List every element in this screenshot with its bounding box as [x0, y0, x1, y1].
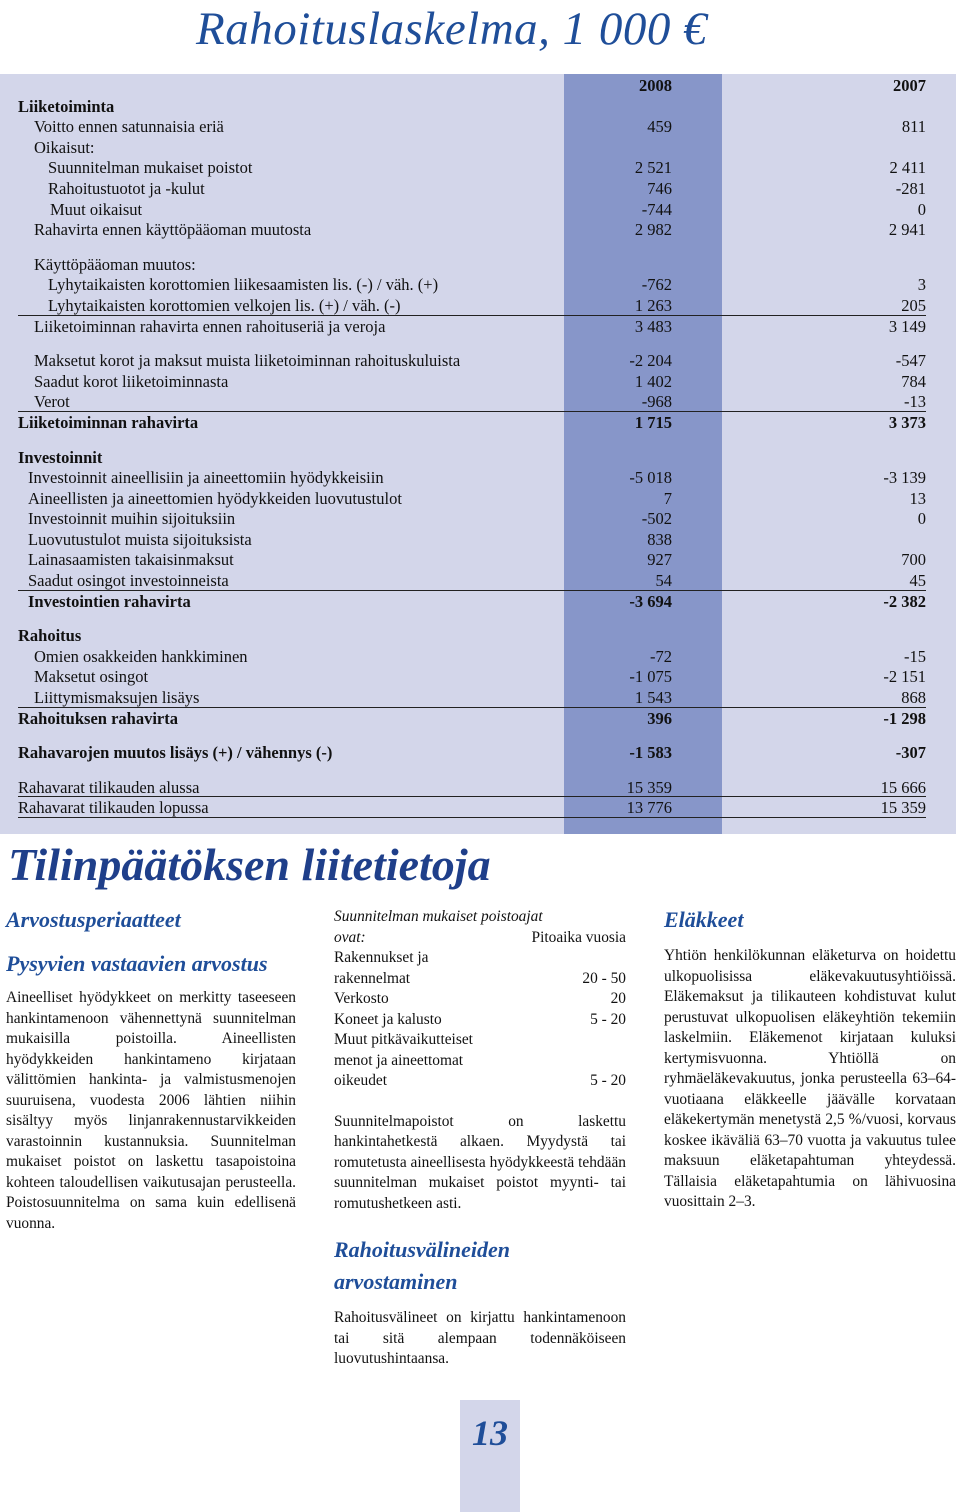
row-label: Rahoituksen rahavirta: [18, 708, 178, 728]
row-label: Investoinnit muihin sijoituksiin: [28, 509, 236, 529]
row-label: Rahavarat tilikauden lopussa: [18, 798, 209, 818]
value-2008: 54: [655, 571, 672, 591]
row-label: Rahoitustuotot ja -kulut: [48, 178, 205, 198]
value-2007: -281: [895, 178, 926, 198]
value-2007: 15 359: [880, 798, 926, 818]
table-row: [0, 667, 956, 688]
value-2008: -1 075: [629, 667, 672, 687]
value-2008: -5 018: [629, 468, 672, 488]
heading-elakkeet: Eläkkeet: [664, 907, 744, 932]
row-label: Saadut korot liiketoiminnasta: [34, 371, 229, 391]
value-2007: 784: [901, 371, 926, 391]
depreciation-item: [334, 969, 626, 990]
value-2008: -744: [641, 199, 672, 219]
row-label: Liiketoiminnan rahavirta: [18, 412, 199, 432]
row-label: Investoinnit: [18, 447, 103, 467]
table-row: [0, 138, 956, 159]
table-row: [0, 647, 956, 668]
depreciation-item: [334, 1051, 626, 1072]
table-row: [0, 509, 956, 530]
page-title: Rahoituslaskelma, 1 000 €: [196, 3, 708, 55]
table-row: [0, 709, 956, 730]
value-2008: 1 715: [634, 412, 672, 432]
row-label: Lyhytaikaisten korottomien liikesaamisten lis. (-) / väh. (+): [48, 275, 439, 295]
value-2008: 7: [663, 488, 672, 508]
table-row: [0, 550, 956, 571]
value-2008: 15 359: [626, 777, 672, 797]
value-2008: 838: [647, 529, 672, 549]
value-2007: 205: [901, 295, 926, 315]
row-label: Saadut osingot investoinneista: [28, 571, 229, 591]
value-2008: -3 694: [629, 591, 672, 611]
value-2008: 1 402: [634, 371, 672, 391]
depreciation-item: [334, 1010, 626, 1031]
table-row: [0, 778, 956, 799]
row-label: Aineellisten ja aineettomien hyödykkeiden luovutustulot: [28, 488, 402, 508]
value-2008: 396: [647, 708, 672, 728]
value-2007: 3 373: [888, 412, 926, 432]
table-header-row: [0, 76, 956, 97]
table-row: [0, 117, 956, 138]
value-2008: -762: [641, 275, 672, 295]
heading-rahoitusvalineiden: Rahoitusvälineiden arvostaminen: [334, 1237, 511, 1294]
value-2008: -968: [641, 392, 672, 412]
value-2008: 2 521: [634, 158, 672, 178]
depreciation-list: [334, 948, 626, 1092]
value-2007: -3 139: [883, 468, 926, 488]
depreciation-item-value: 20: [610, 990, 626, 1007]
depreciation-item-label: Koneet ja kalusto: [334, 1010, 442, 1028]
page-number: 13: [472, 1413, 508, 1453]
value-2008: -1 583: [629, 743, 672, 763]
table-row: [0, 296, 956, 317]
table-row: [0, 351, 956, 372]
table-row: [0, 275, 956, 296]
heading-pysyvien-vastaavien: Pysyvien vastaavien arvostus: [6, 951, 268, 976]
table-row: [0, 798, 956, 819]
row-label: Verot: [34, 392, 70, 412]
depreciation-item-label: menot ja aineettomat: [334, 1051, 464, 1069]
row-label: Lyhytaikaisten korottomien velkojen lis. (+) / väh. (-): [48, 295, 401, 315]
table-row: [0, 372, 956, 393]
row-label: Rahavarojen muutos lisäys (+) / vähennys (-): [18, 743, 333, 763]
row-label: Maksetut osingot: [34, 667, 149, 687]
value-2007: -2 151: [883, 667, 926, 687]
table-row: [0, 413, 956, 434]
value-2007: 13: [909, 488, 926, 508]
row-label: Liittymismaksujen lisäys: [34, 688, 200, 708]
table-row: [0, 255, 956, 276]
table-row: [0, 592, 956, 613]
year-2008-header: 2008: [639, 76, 672, 95]
table-row: [0, 743, 956, 764]
depreciation-item-label: rakennelmat: [334, 969, 411, 987]
value-2007: 0: [917, 509, 926, 529]
value-2008: -72: [650, 646, 672, 666]
value-2008: 1 543: [634, 688, 672, 708]
row-label: Rahavarat tilikauden alussa: [18, 777, 200, 797]
depreciation-item: [334, 1071, 626, 1092]
depreciation-item-value: 5 - 20: [590, 1010, 626, 1028]
table-row: [0, 448, 956, 469]
row-label: Investointien rahavirta: [28, 591, 191, 611]
table-row: [0, 392, 956, 413]
value-2007: -15: [904, 646, 926, 666]
value-2007: 45: [909, 571, 926, 591]
depreciation-item-label: oikeudet: [334, 1072, 387, 1089]
depreciation-item-value: 5 - 20: [590, 1072, 626, 1089]
row-label: Liiketoiminnan rahavirta ennen rahoituseriä ja veroja: [34, 316, 386, 336]
depreciation-intro-right: Pitoaika vuosia: [531, 928, 626, 946]
value-2008: 927: [647, 550, 672, 570]
row-label: Omien osakkeiden hankkiminen: [34, 646, 248, 666]
financial-instruments-paragraph: Rahoitusvälineet on kirjattu hankintamenoon tai sitä alempaan todennäköiseen luovutushintaansa.: [334, 1309, 626, 1367]
value-2008: 746: [647, 178, 672, 198]
table-row: [0, 571, 956, 592]
value-2007: -1 298: [883, 708, 926, 728]
table-row: [0, 468, 956, 489]
column-depreciation: [334, 907, 626, 1370]
value-2007: 868: [901, 688, 926, 708]
depreciation-item-label: Verkosto: [334, 990, 389, 1007]
table-body: [0, 97, 956, 819]
table-row: [0, 158, 956, 179]
value-2008: 1 263: [634, 295, 672, 315]
row-label: Muut oikaisut: [50, 199, 143, 219]
table-row: [0, 688, 956, 709]
pensions-paragraph: Yhtiön henkilökunnan eläketurva on hoidettu ulkopuolisissa eläkevakuutusyhtiöissä. Eläkemaksut ja tilikauteen kohdistuvat kulut perustuvat ulkopuolisen eläkeyhtiön tekemiin laskelmiin. Eläkemenot kirjataan kuluksi kertymisvuonna. Yhtiöllä on ryhmäeläkevakuutus, jonka perusteella 63–64-vuotiaana eläkkeelle jäävälle korvataan eläkekertymän menetystä 2,5 %/vuosi, korvaus koskee ikäväliä 63–70 vuotta ja vakuutus tulee maksuun eläketapahtuman yhteydessä. Tällaisia eläketapahtumia on lähivuosina vuosittain 2–3.: [664, 947, 956, 1210]
value-2008: 13 776: [626, 798, 672, 818]
row-label: Luovutustulot muista sijoituksista: [28, 529, 252, 549]
column-valuation: [6, 906, 296, 1234]
value-2007: -307: [895, 743, 926, 763]
depreciation-item: [334, 989, 626, 1010]
depreciation-item-label: Muut pitkävaikutteiset: [334, 1031, 473, 1048]
row-label: Voitto ennen satunnaisia eriä: [34, 117, 224, 137]
table-row: [0, 179, 956, 200]
value-2007: 700: [901, 550, 926, 570]
value-2007: 3: [917, 275, 926, 295]
value-2007: 811: [901, 117, 926, 137]
value-2007: 2 941: [888, 220, 926, 240]
year-2007-header: 2007: [893, 76, 926, 95]
depreciation-item-label: Rakennukset ja: [334, 949, 429, 966]
row-label: Investoinnit aineellisiin ja aineettomiin hyödykkeisiin: [28, 468, 384, 488]
column-pensions: [664, 906, 956, 1213]
table-row: [0, 97, 956, 118]
row-label: Käyttöpääoman muutos:: [34, 254, 196, 274]
value-2008: 2 982: [634, 220, 672, 240]
depreciation-item: [334, 1030, 626, 1051]
value-2007: 3 149: [888, 316, 926, 336]
row-label: Maksetut korot ja maksut muista liiketoiminnan rahoituskuluista: [34, 351, 461, 371]
value-2007: 15 666: [880, 777, 926, 797]
row-label: Liiketoiminta: [18, 96, 115, 116]
depreciation-paragraph: Suunnitelmapoistot on laskettu hankintahetkestä alkaen. Myydystä tai romutetusta aineellisesta hyödykkeestä tehdään suunnitelman mukaiset poistot myynti- tai romutushetkeen asti.: [334, 1112, 626, 1212]
value-2007: 0: [917, 199, 926, 219]
page-number-box: [460, 1400, 520, 1512]
value-2008: 459: [647, 117, 672, 137]
row-label: Rahavirta ennen käyttöpääoman muutosta: [34, 220, 312, 240]
value-2007: -13: [904, 392, 926, 412]
depreciation-intro-text: Suunnitelman mukaiset poistoajat ovat:: [334, 908, 543, 946]
value-2007: -2 382: [883, 591, 926, 611]
cashflow-table: [0, 76, 956, 819]
value-2008: -2 204: [629, 351, 672, 371]
table-row: [0, 200, 956, 221]
depreciation-item-value: 20 - 50: [582, 969, 626, 987]
heading-arvostusperiaatteet: Arvostusperiaatteet: [6, 907, 181, 932]
depreciation-item: [334, 948, 626, 969]
notes-title: Tilinpäätöksen liitetietoja: [8, 839, 491, 890]
table-row: [0, 317, 956, 338]
table-row: [0, 489, 956, 510]
table-row: [0, 530, 956, 551]
value-2007: -547: [895, 351, 926, 371]
table-row: [0, 220, 956, 241]
row-label: Oikaisut:: [34, 137, 95, 157]
valuation-paragraph: Aineelliset hyödykkeet on merkitty taseeseen hankintamenoon vähennettynä suunnitelman mukaisilla poistoilla. Aineellisten hyödykkeiden hankintameno kirjataan välittömien hankinta- ja valmistusmenojen suuruisena, vuodesta 2006 lähtien niihin sisältyy myös linjanrakennustarvikkeiden varastoinnin kustannuksia. Suunnitelman mukaiset poistot on laskettu tasapoistoina kohteen taloudellisen vaikutusajan perusteella. Poistosuunnitelma on sama kuin edellisenä vuonna.: [6, 989, 296, 1232]
value-2007: 2 411: [889, 158, 926, 178]
depreciation-intro: [334, 907, 626, 948]
row-label: Lainasaamisten takaisinmaksut: [28, 550, 234, 570]
table-row: [0, 626, 956, 647]
row-label: Suunnitelman mukaiset poistot: [48, 158, 253, 178]
value-2008: -502: [641, 509, 672, 529]
value-2008: 3 483: [634, 316, 672, 336]
row-label: Rahoitus: [18, 626, 82, 646]
